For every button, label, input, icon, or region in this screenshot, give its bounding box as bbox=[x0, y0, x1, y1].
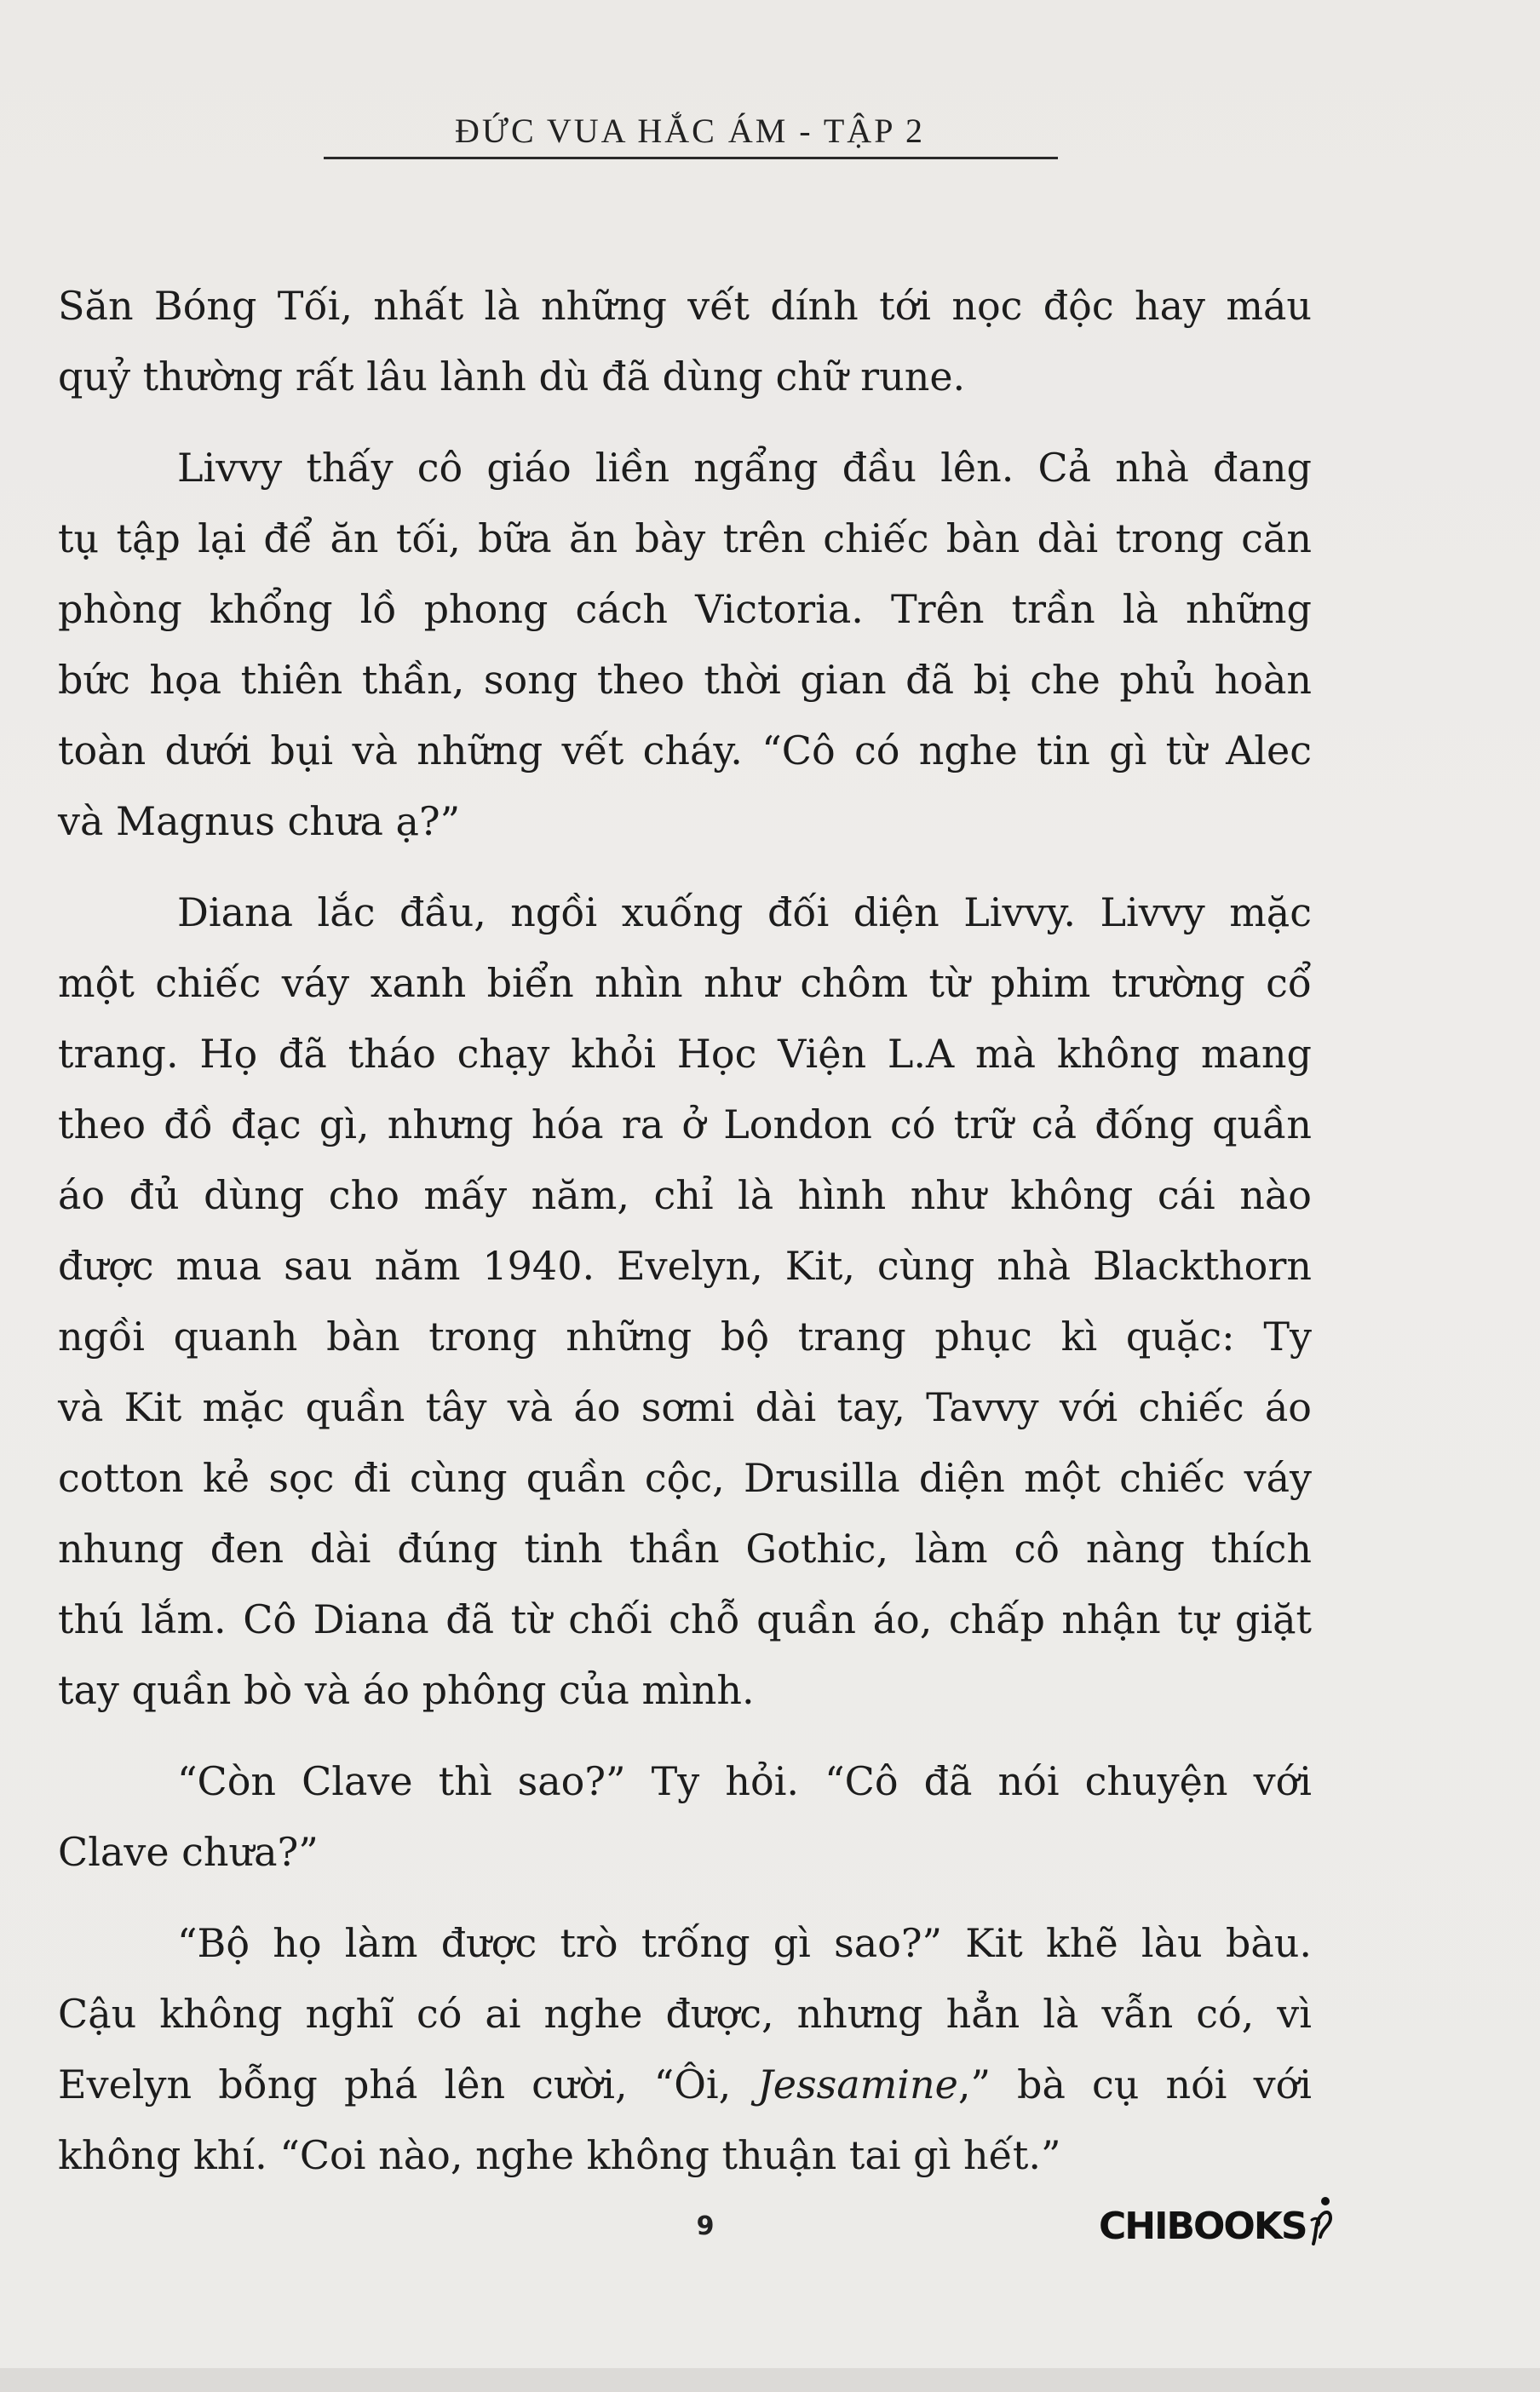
text-line: trang. Họ đã tháo chạy khỏi Học Viện L.A mà không mang bbox=[58, 1031, 1312, 1077]
page-number: 9 bbox=[696, 2211, 715, 2241]
paragraph-2 bbox=[58, 433, 1312, 857]
text-line: và Kit mặc quần tây và áo sơmi dài tay, Tavvy với chiếc áo bbox=[58, 1384, 1312, 1430]
text-fragment: ,” bà cụ nói với bbox=[957, 2061, 1313, 2107]
header-divider bbox=[324, 157, 1058, 159]
text-line: một chiếc váy xanh biển nhìn như chôm từ phim trường cổ bbox=[58, 960, 1312, 1006]
paragraph-3 bbox=[58, 877, 1312, 1726]
paragraph-4 bbox=[58, 1746, 1312, 1888]
text-fragment: Evelyn bỗng phá lên cười, “Ôi, bbox=[58, 2061, 758, 2107]
text-line: “Còn Clave thì sao?” Ty hỏi. “Cô đã nói chuyện với bbox=[177, 1758, 1312, 1804]
italic-name: Jessamine bbox=[757, 2061, 958, 2107]
text-line: “Bộ họ làm được trò trống gì sao?” Kit khẽ làu bàu. bbox=[177, 1920, 1312, 1966]
text-line: Clave chưa?” bbox=[58, 1829, 319, 1875]
text-line: phòng khổng lồ phong cách Victoria. Trên trần là những bbox=[58, 586, 1312, 632]
running-header-title: ĐỨC VUA HẮC ÁM - TẬP 2 bbox=[455, 112, 925, 150]
text-line: áo đủ dùng cho mấy năm, chỉ là hình như không cái nào bbox=[58, 1172, 1312, 1218]
text-line: Livvy thấy cô giáo liền ngẩng đầu lên. Cả nhà đang bbox=[177, 445, 1312, 491]
text-line: không khí. “Coi nào, nghe không thuận tai gì hết.” bbox=[58, 2132, 1061, 2178]
page-bottom-edge bbox=[0, 2368, 1540, 2392]
text-line: Cậu không nghĩ có ai nghe được, nhưng hẳn là vẫn có, vì bbox=[58, 1991, 1312, 2037]
text-line-with-italic bbox=[58, 2050, 1312, 2120]
text-line: và Magnus chưa ạ?” bbox=[58, 798, 461, 844]
body-text bbox=[58, 271, 1312, 2191]
paragraph-1 bbox=[58, 271, 1312, 412]
text-line: toàn dưới bụi và những vết cháy. “Cô có nghe tin gì từ Alec bbox=[58, 727, 1312, 773]
text-line: nhung đen dài đúng tinh thần Gothic, làm cô nàng thích bbox=[58, 1526, 1312, 1572]
paragraph-5 bbox=[58, 1908, 1312, 2191]
text-line: Săn Bóng Tối, nhất là những vết dính tới nọc độc hay máu bbox=[58, 283, 1312, 329]
text-line: thú lắm. Cô Diana đã từ chối chỗ quần áo, chấp nhận tự giặt bbox=[58, 1596, 1312, 1642]
publisher-name: CHIBOOKS bbox=[1099, 2205, 1307, 2248]
publisher-logo bbox=[1099, 2205, 1334, 2248]
text-line: bức họa thiên thần, song theo thời gian đã bị che phủ hoàn bbox=[58, 657, 1312, 703]
text-line: tay quần bò và áo phông của mình. bbox=[58, 1667, 755, 1713]
text-line: quỷ thường rất lâu lành dù đã dùng chữ rune. bbox=[58, 354, 966, 400]
leaf-figure-icon bbox=[1308, 2194, 1334, 2245]
text-line: ngồi quanh bàn trong những bộ trang phục kì quặc: Ty bbox=[58, 1314, 1312, 1360]
text-line: tụ tập lại để ăn tối, bữa ăn bày trên chiếc bàn dài trong căn bbox=[58, 515, 1312, 561]
text-line: Diana lắc đầu, ngồi xuống đối diện Livvy. Livvy mặc bbox=[177, 889, 1312, 935]
text-line: theo đồ đạc gì, nhưng hóa ra ở London có trữ cả đống quần bbox=[58, 1101, 1312, 1147]
text-line: cotton kẻ sọc đi cùng quần cộc, Drusilla diện một chiếc váy bbox=[58, 1455, 1312, 1501]
text-line: được mua sau năm 1940. Evelyn, Kit, cùng nhà Blackthorn bbox=[58, 1243, 1312, 1289]
